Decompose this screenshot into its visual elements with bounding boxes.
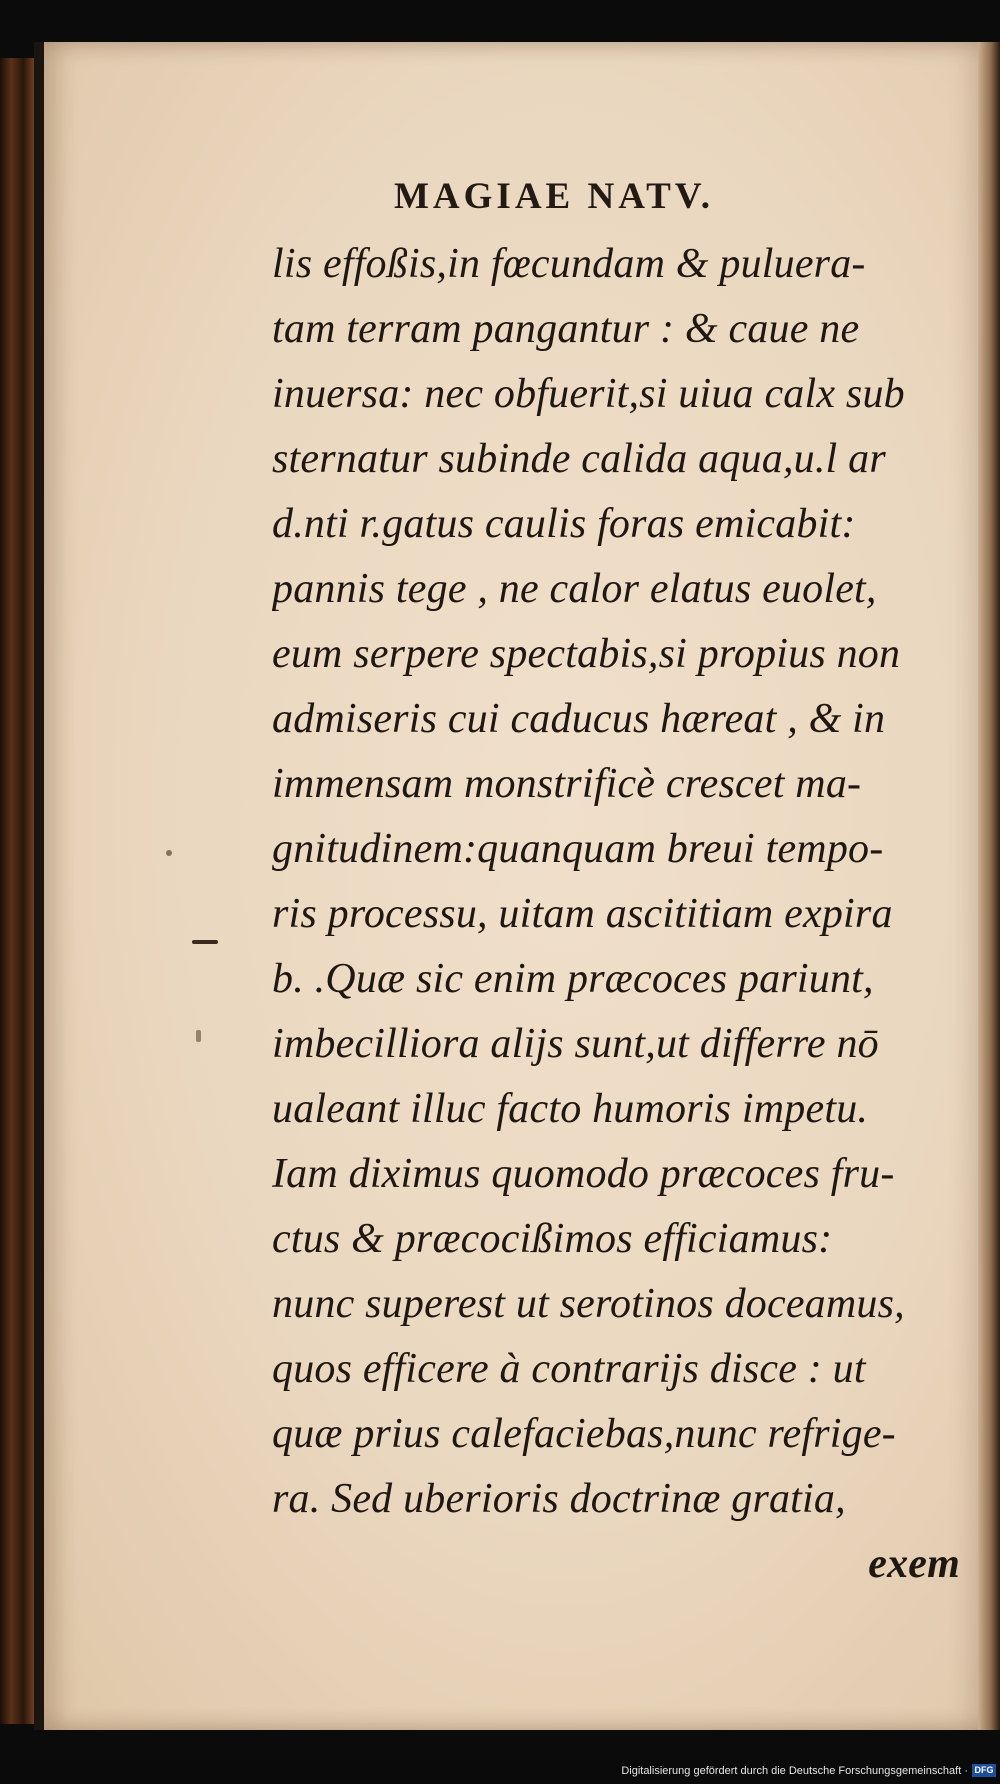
digitization-credit: Digitalisierung gefördert durch die Deutsche Forschungsgemeinschaft · <box>621 1765 968 1777</box>
text-line: eum serpere spectabis,si propius non <box>272 631 901 677</box>
catchword: exem <box>868 1541 960 1587</box>
text-line: lis effoßis,in fœcundam & puluera- <box>272 241 866 287</box>
text-line: pannis tege , ne calor elatus euolet, <box>272 566 877 612</box>
text-line: d.nti r.gatus caulis foras emicabit: <box>272 501 856 547</box>
text-line: quos efficere à contrarijs disce : ut <box>272 1346 866 1392</box>
margin-mark <box>192 940 218 944</box>
text-line: b. .Quæ sic enim præcoces pariunt, <box>272 956 874 1002</box>
text-line: imbecilliora alijs sunt,ut differre nō <box>272 1021 879 1067</box>
text-line: nunc superest ut serotinos doceamus, <box>272 1281 905 1327</box>
text-line: sternatur subinde calida aqua,u.l ar <box>272 436 886 482</box>
text-line: Iam diximus quomodo præcoces fru- <box>272 1151 895 1197</box>
text-line: ualeant illuc facto humoris impetu. <box>272 1086 869 1132</box>
text-line: gnitudinem:quanquam breui tempo- <box>272 826 884 872</box>
text-line: immensam monstrificè crescet ma- <box>272 761 862 807</box>
text-line: tam terram pangantur : & caue ne <box>272 306 860 352</box>
text-line: ctus & præcocißimos efficiamus: <box>272 1216 833 1262</box>
text-block <box>272 232 972 1597</box>
text-line: admiseris cui caducus hæreat , & in <box>272 696 886 742</box>
page-gutter <box>978 42 1000 1730</box>
text-line: inuersa: nec obfuerit,si uiua calx sub <box>272 371 905 417</box>
running-head: MAGIAE NATV. <box>394 176 715 217</box>
margin-speck <box>166 850 172 856</box>
text-line: ris processu, uitam ascititiam expira <box>272 891 893 937</box>
margin-speck <box>196 1030 201 1042</box>
text-line: quæ prius calefaciebas,nunc refrige- <box>272 1411 896 1457</box>
text-line: ra. Sed uberioris doctrinæ gratia, <box>272 1476 846 1522</box>
dfg-logo: DFG <box>972 1764 996 1777</box>
